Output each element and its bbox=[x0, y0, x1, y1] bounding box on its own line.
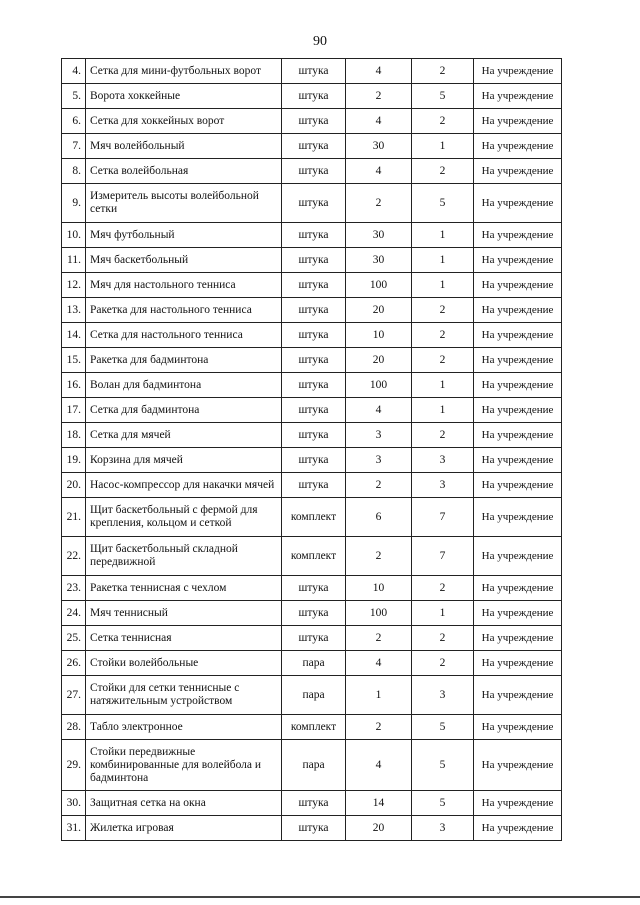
item-period: 2 bbox=[412, 651, 474, 676]
item-period: 2 bbox=[412, 348, 474, 373]
item-unit: штука bbox=[282, 448, 346, 473]
item-name: Сетка волейбольная bbox=[86, 159, 282, 184]
row-number: 5. bbox=[62, 84, 86, 109]
item-period: 5 bbox=[412, 184, 474, 223]
item-period: 3 bbox=[412, 473, 474, 498]
item-unit: штука bbox=[282, 626, 346, 651]
item-unit: пара bbox=[282, 676, 346, 715]
item-period: 1 bbox=[412, 398, 474, 423]
item-allocation: На учреждение bbox=[474, 348, 562, 373]
item-unit: пара bbox=[282, 651, 346, 676]
item-name: Стойки для сетки теннисные с натяжительным устройством bbox=[86, 676, 282, 715]
item-quantity: 4 bbox=[346, 59, 412, 84]
row-number: 11. bbox=[62, 248, 86, 273]
item-period: 7 bbox=[412, 537, 474, 576]
row-number: 24. bbox=[62, 601, 86, 626]
item-quantity: 2 bbox=[346, 626, 412, 651]
item-name: Мяч баскетбольный bbox=[86, 248, 282, 273]
item-allocation: На учреждение bbox=[474, 134, 562, 159]
table-row bbox=[62, 184, 562, 223]
item-allocation: На учреждение bbox=[474, 651, 562, 676]
item-unit: штука bbox=[282, 473, 346, 498]
item-quantity: 2 bbox=[346, 84, 412, 109]
item-quantity: 6 bbox=[346, 498, 412, 537]
row-number: 10. bbox=[62, 223, 86, 248]
item-allocation: На учреждение bbox=[474, 59, 562, 84]
item-allocation: На учреждение bbox=[474, 473, 562, 498]
row-number: 12. bbox=[62, 273, 86, 298]
item-quantity: 3 bbox=[346, 423, 412, 448]
item-quantity: 4 bbox=[346, 740, 412, 791]
item-name: Насос-компрессор для накачки мячей bbox=[86, 473, 282, 498]
item-allocation: На учреждение bbox=[474, 323, 562, 348]
item-period: 5 bbox=[412, 84, 474, 109]
item-name: Мяч теннисный bbox=[86, 601, 282, 626]
row-number: 9. bbox=[62, 184, 86, 223]
item-period: 2 bbox=[412, 626, 474, 651]
item-period: 2 bbox=[412, 423, 474, 448]
item-allocation: На учреждение bbox=[474, 298, 562, 323]
item-name: Сетка для настольного тенниса bbox=[86, 323, 282, 348]
item-quantity: 14 bbox=[346, 791, 412, 816]
item-name: Щит баскетбольный с фермой для крепления, кольцом и сеткой bbox=[86, 498, 282, 537]
item-unit: штука bbox=[282, 134, 346, 159]
item-quantity: 30 bbox=[346, 134, 412, 159]
item-name: Ворота хоккейные bbox=[86, 84, 282, 109]
item-unit: штука bbox=[282, 248, 346, 273]
item-allocation: На учреждение bbox=[474, 626, 562, 651]
table-row bbox=[62, 791, 562, 816]
item-name: Мяч футбольный bbox=[86, 223, 282, 248]
scan-edge-line bbox=[0, 896, 640, 898]
item-allocation: На учреждение bbox=[474, 159, 562, 184]
item-name: Сетка для мячей bbox=[86, 423, 282, 448]
item-period: 3 bbox=[412, 448, 474, 473]
table-row bbox=[62, 59, 562, 84]
table-row bbox=[62, 601, 562, 626]
table-row bbox=[62, 676, 562, 715]
item-name: Табло электронное bbox=[86, 715, 282, 740]
row-number: 18. bbox=[62, 423, 86, 448]
row-number: 26. bbox=[62, 651, 86, 676]
row-number: 8. bbox=[62, 159, 86, 184]
item-period: 2 bbox=[412, 59, 474, 84]
row-number: 19. bbox=[62, 448, 86, 473]
item-unit: штука bbox=[282, 109, 346, 134]
row-number: 4. bbox=[62, 59, 86, 84]
item-period: 2 bbox=[412, 159, 474, 184]
item-allocation: На учреждение bbox=[474, 273, 562, 298]
table-row bbox=[62, 448, 562, 473]
item-allocation: На учреждение bbox=[474, 601, 562, 626]
item-name: Мяч для настольного тенниса bbox=[86, 273, 282, 298]
item-name: Стойки волейбольные bbox=[86, 651, 282, 676]
item-period: 1 bbox=[412, 248, 474, 273]
table-row bbox=[62, 740, 562, 791]
row-number: 23. bbox=[62, 576, 86, 601]
item-unit: штука bbox=[282, 373, 346, 398]
item-name: Ракетка для настольного тенниса bbox=[86, 298, 282, 323]
row-number: 6. bbox=[62, 109, 86, 134]
item-period: 1 bbox=[412, 134, 474, 159]
item-quantity: 1 bbox=[346, 676, 412, 715]
row-number: 28. bbox=[62, 715, 86, 740]
item-unit: пара bbox=[282, 740, 346, 791]
item-period: 1 bbox=[412, 223, 474, 248]
item-unit: штука bbox=[282, 223, 346, 248]
item-allocation: На учреждение bbox=[474, 816, 562, 841]
item-name: Ракетка для бадминтона bbox=[86, 348, 282, 373]
table-row bbox=[62, 298, 562, 323]
item-period: 5 bbox=[412, 715, 474, 740]
row-number: 7. bbox=[62, 134, 86, 159]
item-name: Корзина для мячей bbox=[86, 448, 282, 473]
table-row bbox=[62, 473, 562, 498]
item-unit: штука bbox=[282, 273, 346, 298]
table-row bbox=[62, 323, 562, 348]
item-quantity: 10 bbox=[346, 576, 412, 601]
item-name: Стойки передвижные комбинированные для волейбола и бадминтона bbox=[86, 740, 282, 791]
row-number: 13. bbox=[62, 298, 86, 323]
row-number: 16. bbox=[62, 373, 86, 398]
item-unit: штука bbox=[282, 184, 346, 223]
item-period: 1 bbox=[412, 601, 474, 626]
item-quantity: 30 bbox=[346, 248, 412, 273]
item-quantity: 10 bbox=[346, 323, 412, 348]
item-name: Сетка для хоккейных ворот bbox=[86, 109, 282, 134]
table-row bbox=[62, 537, 562, 576]
item-name: Сетка для бадминтона bbox=[86, 398, 282, 423]
row-number: 15. bbox=[62, 348, 86, 373]
table-row bbox=[62, 816, 562, 841]
item-allocation: На учреждение bbox=[474, 109, 562, 134]
item-allocation: На учреждение bbox=[474, 448, 562, 473]
item-unit: штука bbox=[282, 159, 346, 184]
table-row bbox=[62, 373, 562, 398]
item-unit: штука bbox=[282, 601, 346, 626]
item-allocation: На учреждение bbox=[474, 791, 562, 816]
table-row bbox=[62, 84, 562, 109]
item-unit: комплект bbox=[282, 715, 346, 740]
table-row bbox=[62, 715, 562, 740]
row-number: 17. bbox=[62, 398, 86, 423]
item-period: 5 bbox=[412, 791, 474, 816]
item-allocation: На учреждение bbox=[474, 398, 562, 423]
item-quantity: 30 bbox=[346, 223, 412, 248]
table-row bbox=[62, 651, 562, 676]
item-name: Сетка теннисная bbox=[86, 626, 282, 651]
table-row bbox=[62, 348, 562, 373]
item-unit: штука bbox=[282, 423, 346, 448]
item-quantity: 4 bbox=[346, 651, 412, 676]
table-row bbox=[62, 398, 562, 423]
item-allocation: На учреждение bbox=[474, 498, 562, 537]
table-row bbox=[62, 626, 562, 651]
item-unit: штука bbox=[282, 398, 346, 423]
item-period: 5 bbox=[412, 740, 474, 791]
item-quantity: 4 bbox=[346, 398, 412, 423]
item-period: 3 bbox=[412, 676, 474, 715]
row-number: 30. bbox=[62, 791, 86, 816]
item-unit: штука bbox=[282, 348, 346, 373]
item-name: Волан для бадминтона bbox=[86, 373, 282, 398]
row-number: 29. bbox=[62, 740, 86, 791]
item-allocation: На учреждение bbox=[474, 423, 562, 448]
item-period: 2 bbox=[412, 298, 474, 323]
row-number: 25. bbox=[62, 626, 86, 651]
table-row bbox=[62, 223, 562, 248]
item-unit: штука bbox=[282, 576, 346, 601]
item-unit: комплект bbox=[282, 537, 346, 576]
item-period: 1 bbox=[412, 373, 474, 398]
item-unit: штука bbox=[282, 323, 346, 348]
item-name: Измеритель высоты волейбольной сетки bbox=[86, 184, 282, 223]
item-quantity: 3 bbox=[346, 448, 412, 473]
table-row bbox=[62, 498, 562, 537]
item-quantity: 2 bbox=[346, 715, 412, 740]
row-number: 31. bbox=[62, 816, 86, 841]
item-name: Ракетка теннисная с чехлом bbox=[86, 576, 282, 601]
item-allocation: На учреждение bbox=[474, 373, 562, 398]
item-unit: комплект bbox=[282, 498, 346, 537]
item-quantity: 100 bbox=[346, 273, 412, 298]
item-allocation: На учреждение bbox=[474, 223, 562, 248]
item-name: Щит баскетбольный складной передвижной bbox=[86, 537, 282, 576]
item-unit: штука bbox=[282, 816, 346, 841]
item-quantity: 2 bbox=[346, 537, 412, 576]
item-period: 2 bbox=[412, 109, 474, 134]
item-allocation: На учреждение bbox=[474, 184, 562, 223]
item-name: Сетка для мини-футбольных ворот bbox=[86, 59, 282, 84]
item-period: 3 bbox=[412, 816, 474, 841]
row-number: 14. bbox=[62, 323, 86, 348]
item-unit: штука bbox=[282, 59, 346, 84]
item-quantity: 100 bbox=[346, 373, 412, 398]
item-allocation: На учреждение bbox=[474, 740, 562, 791]
row-number: 22. bbox=[62, 537, 86, 576]
item-unit: штука bbox=[282, 298, 346, 323]
row-number: 20. bbox=[62, 473, 86, 498]
item-name: Мяч волейбольный bbox=[86, 134, 282, 159]
table-row bbox=[62, 248, 562, 273]
item-quantity: 20 bbox=[346, 816, 412, 841]
item-period: 1 bbox=[412, 273, 474, 298]
item-unit: штука bbox=[282, 84, 346, 109]
item-allocation: На учреждение bbox=[474, 84, 562, 109]
item-quantity: 4 bbox=[346, 159, 412, 184]
page-number: 90 bbox=[313, 34, 327, 49]
item-allocation: На учреждение bbox=[474, 676, 562, 715]
item-period: 7 bbox=[412, 498, 474, 537]
table-row bbox=[62, 576, 562, 601]
item-period: 2 bbox=[412, 323, 474, 348]
item-quantity: 20 bbox=[346, 348, 412, 373]
item-unit: штука bbox=[282, 791, 346, 816]
table-row bbox=[62, 423, 562, 448]
table-row bbox=[62, 109, 562, 134]
item-allocation: На учреждение bbox=[474, 537, 562, 576]
item-quantity: 20 bbox=[346, 298, 412, 323]
table-row bbox=[62, 134, 562, 159]
row-number: 21. bbox=[62, 498, 86, 537]
table-row bbox=[62, 159, 562, 184]
table-row bbox=[62, 273, 562, 298]
item-allocation: На учреждение bbox=[474, 576, 562, 601]
item-name: Защитная сетка на окна bbox=[86, 791, 282, 816]
item-period: 2 bbox=[412, 576, 474, 601]
item-quantity: 2 bbox=[346, 473, 412, 498]
item-allocation: На учреждение bbox=[474, 715, 562, 740]
item-quantity: 4 bbox=[346, 109, 412, 134]
item-quantity: 100 bbox=[346, 601, 412, 626]
row-number: 27. bbox=[62, 676, 86, 715]
item-quantity: 2 bbox=[346, 184, 412, 223]
equipment-table bbox=[61, 58, 562, 841]
item-allocation: На учреждение bbox=[474, 248, 562, 273]
item-name: Жилетка игровая bbox=[86, 816, 282, 841]
